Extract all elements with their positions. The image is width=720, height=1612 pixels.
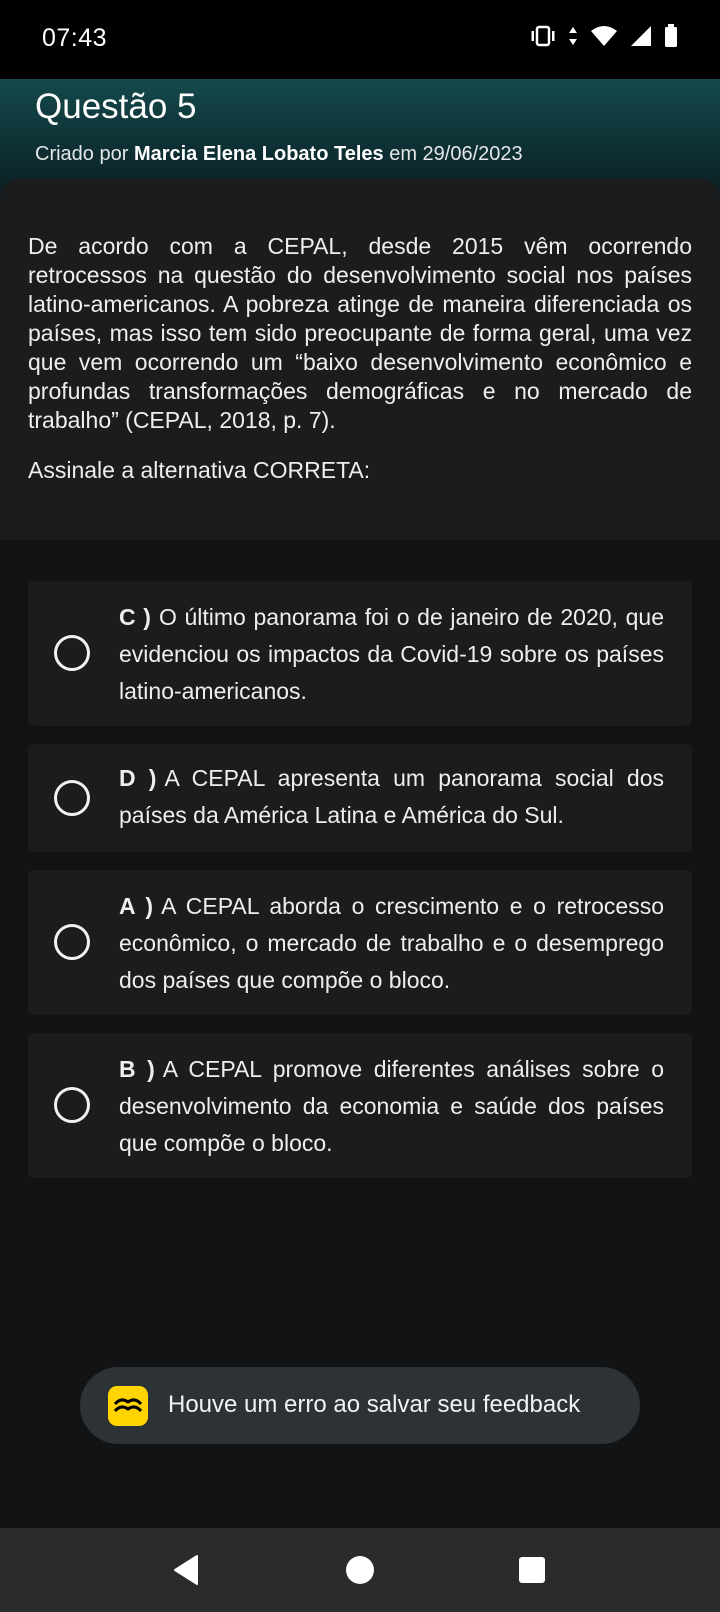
status-bar [0,0,720,79]
error-toast [80,1367,640,1444]
radio-button[interactable] [54,780,90,816]
option-letter: C ) [119,604,151,630]
status-time: 07:43 [42,24,108,52]
option-description: A CEPAL promove diferentes análises sobre o desenvolvimento da economia e saúde dos países que compõe o bloco. [119,1056,664,1156]
created-by-label: Criado por [35,143,134,165]
option-a[interactable] [28,870,692,1015]
wifi-icon [590,25,618,47]
toast-message: Houve um erro ao salvar seu feedback [168,1391,581,1418]
radio-button[interactable] [54,924,90,960]
app-logo-icon [108,1386,148,1426]
question-instruction: Assinale a alternativa CORRETA: [28,457,371,483]
option-letter: D ) [119,765,157,791]
option-text [119,1051,664,1162]
signal-icon [630,25,652,47]
question-title: Questão 5 [35,87,197,126]
option-text [119,599,664,710]
recents-icon[interactable] [512,1550,552,1590]
radio-button[interactable] [54,1087,90,1123]
option-letter: A ) [119,893,154,919]
navigation-bar [0,1528,720,1612]
option-description: O último panorama foi o de janeiro de 2020, que evidenciou os impactos da Covid-19 sobre os países latino-americanos. [119,604,664,704]
vibrate-icon [530,25,556,47]
option-letter: B ) [119,1056,155,1082]
option-text [119,888,664,999]
question-statement: De acordo com a CEPAL, desde 2015 vêm ocorrendo retrocessos na questão do desenvolvimento social nos países latino-americanos. A pobreza atinge de maneira diferenciada os países, mas isso tem sido preocupante de forma geral, uma vez que vem ocorrendo um “baixo desenvolvimento econômico e profundas transformações demográficas e no mercado de trabalho” (CEPAL, 2018, p. 7). [28,233,692,433]
data-arrows-icon [568,25,578,47]
status-icons [530,24,678,48]
radio-button[interactable] [54,635,90,671]
option-text [119,760,664,834]
back-icon[interactable] [166,1550,206,1590]
author-name: Marcia Elena Lobato Teles [133,143,384,165]
option-c[interactable] [28,581,692,726]
created-date: em 29/06/2023 [383,143,523,165]
question-meta [35,143,523,166]
home-icon[interactable] [340,1550,380,1590]
option-description: A CEPAL apresenta um panorama social dos países da América Latina e América do Sul. [119,765,664,828]
battery-icon [664,24,678,48]
option-b[interactable] [28,1033,692,1178]
option-description: A CEPAL aborda o crescimento e o retrocesso econômico, o mercado de trabalho e o desemprego dos países que compõe o bloco. [119,893,664,993]
option-d[interactable] [28,744,692,852]
